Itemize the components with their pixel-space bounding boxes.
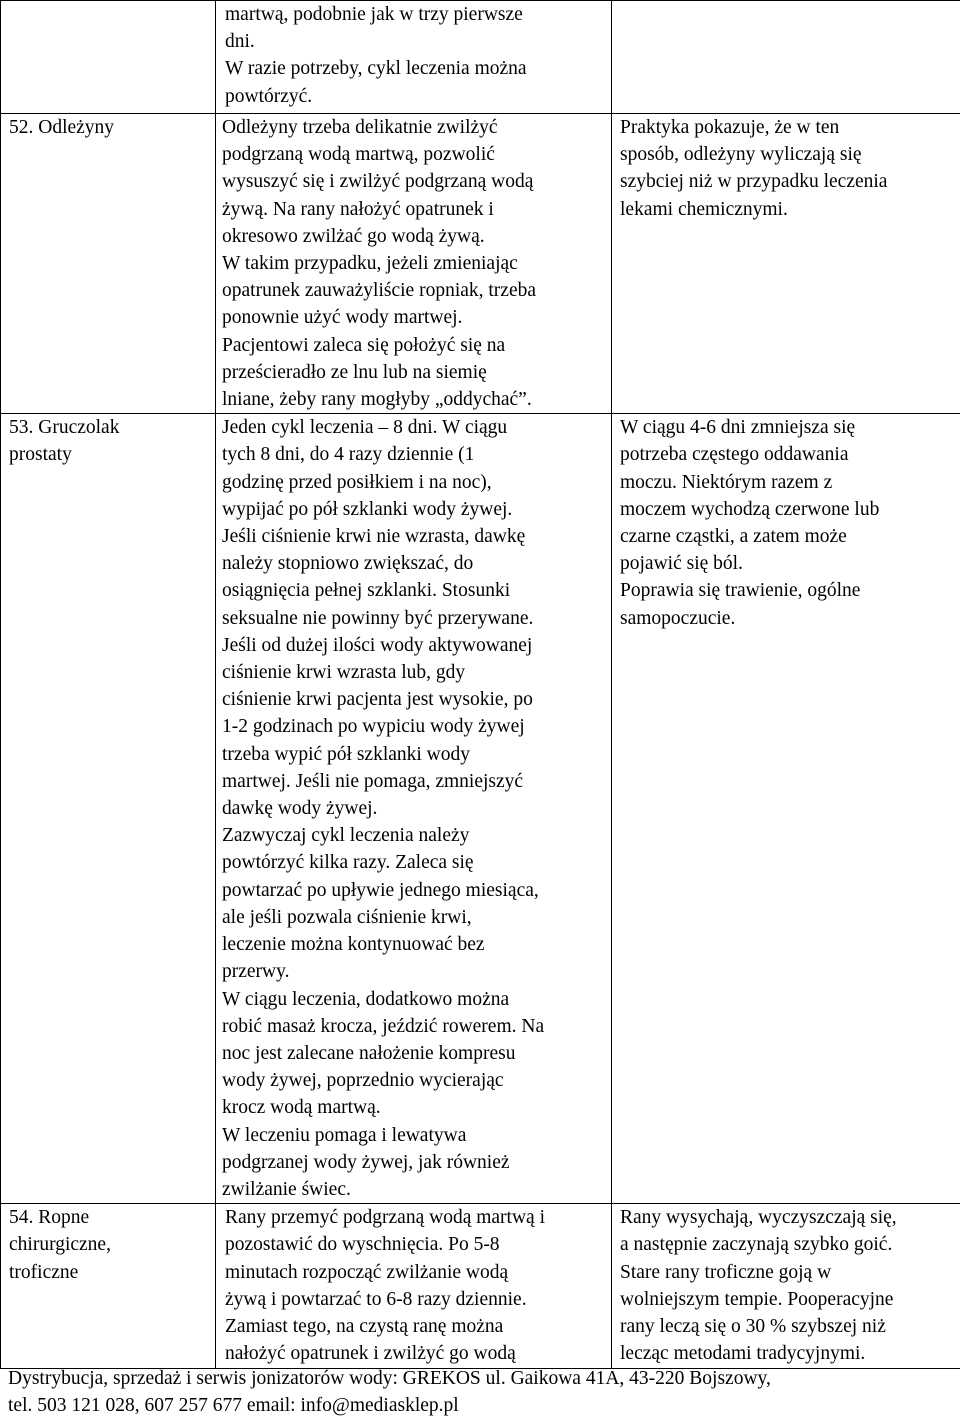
text-line: rany leczą się o 30 % szybszej niż <box>620 1313 954 1340</box>
condition-cell <box>1 114 216 414</box>
text-line: Odleżyny trzeba delikatnie zwilżyć <box>221 114 605 141</box>
text-line: powtórzyć kilka razy. Zaleca się <box>221 849 605 876</box>
text-line: martwej. Jeśli nie pomaga, zmniejszyć <box>221 768 605 795</box>
treatment-cell <box>216 1204 612 1369</box>
text-line: nałożyć opatrunek i zwilżyć go wodą <box>224 1340 605 1367</box>
table-row-continued <box>1 1 960 114</box>
text-line: wypijać po pół szklanki wody żywej. <box>221 496 605 523</box>
text-line: opatrunek zauważyliście ropniak, trzeba <box>221 277 605 304</box>
table-row-52 <box>1 114 960 414</box>
text-line: troficzne <box>9 1259 209 1286</box>
text-line: Jeśli od dużej ilości wody aktywowanej <box>221 632 605 659</box>
text-line: moczu. Niektórym razem z <box>620 469 954 496</box>
text-line: tych 8 dni, do 4 razy dziennie (1 <box>221 441 605 468</box>
text-line: Jeśli ciśnienie krwi nie wzrasta, dawkę <box>221 523 605 550</box>
text-line: sposób, odleżyny wyliczają się <box>620 141 954 168</box>
text-line: W ciągu 4-6 dni zmniejsza się <box>620 414 954 441</box>
text-line: dawkę wody żywej. <box>221 795 605 822</box>
text-line: Poprawia się trawienie, ogólne <box>620 577 954 604</box>
text-line: W leczeniu pomaga i lewatywa <box>221 1122 605 1149</box>
text-line: szybciej niż w przypadku leczenia <box>620 168 954 195</box>
text-line: 52. Odleżyny <box>9 114 209 141</box>
footer-line-2: tel. 503 121 028, 607 257 677 email: info@mediasklep.pl <box>8 1392 958 1419</box>
text-line: ciśnienie krwi wzrasta lub, gdy <box>221 659 605 686</box>
effects-cell <box>612 414 960 1204</box>
text-line: martwą, podobnie jak w trzy pierwsze <box>224 1 605 28</box>
footer-contact <box>8 1365 958 1420</box>
text-line: moczem wychodzą czerwone lub <box>620 496 954 523</box>
text-line: Pacjentowi zaleca się położyć się na <box>221 332 605 359</box>
text-line: prostaty <box>9 441 209 468</box>
text-line: 1-2 godzinach po wypiciu wody żywej <box>221 713 605 740</box>
text-line: a następnie zaczynają szybko goić. <box>620 1231 954 1258</box>
text-line: minutach rozpocząć zwilżanie wodą <box>224 1259 605 1286</box>
text-line: Rany wysychają, wyczyszczają się, <box>620 1204 954 1231</box>
text-line: 53. Gruczolak <box>9 414 209 441</box>
text-line: leczenie można kontynuować bez <box>221 931 605 958</box>
text-line: powtarzać po upływie jednego miesiąca, <box>221 877 605 904</box>
text-line: W razie potrzeby, cykl leczenia można <box>224 55 605 82</box>
condition-cell <box>1 1204 216 1369</box>
text-line: lniane, żeby rany mogłyby „oddychać”. <box>221 386 605 413</box>
text-line: okresowo zwilżać go wodą żywą. <box>221 223 605 250</box>
text-line: Rany przemyć podgrzaną wodą martwą i <box>224 1204 605 1231</box>
text-line: Jeden cykl leczenia – 8 dni. W ciągu <box>221 414 605 441</box>
text-line: noc jest zalecane nałożenie kompresu <box>221 1040 605 1067</box>
text-line: wysuszyć się i zwilżyć podgrzaną wodą <box>221 168 605 195</box>
text-line: żywą. Na rany nałożyć opatrunek i <box>221 196 605 223</box>
text-line: seksualne nie powinny być przerywane. <box>221 605 605 632</box>
text-line: pozostawić do wyschnięcia. Po 5-8 <box>224 1231 605 1258</box>
text-line: podgrzaną wodą martwą, pozwolić <box>221 141 605 168</box>
text-line: Zazwyczaj cykl leczenia należy <box>221 822 605 849</box>
text-line: wody żywej, poprzednio wycierając <box>221 1067 605 1094</box>
text-line: potrzeba częstego oddawania <box>620 441 954 468</box>
effects-cell <box>612 1204 960 1369</box>
text-line: należy stopniowo zwiększać, do <box>221 550 605 577</box>
text-line: powtórzyć. <box>224 83 605 110</box>
text-line: Zamiast tego, na czystą ranę można <box>224 1313 605 1340</box>
effects-cell <box>612 114 960 414</box>
text-line: zwilżanie świec. <box>221 1176 605 1203</box>
footer-line-1: Dystrybucja, sprzedaż i serwis jonizatorów wody: GREKOS ul. Gaikowa 41A, 43-220 Bojszowy, <box>8 1365 958 1392</box>
text-line: lekami chemicznymi. <box>620 196 954 223</box>
text-line: ponownie użyć wody martwej. <box>221 304 605 331</box>
effects-cell <box>612 1 960 114</box>
text-line: samopoczucie. <box>620 605 954 632</box>
text-line: dni. <box>224 28 605 55</box>
table-row-54 <box>1 1204 960 1369</box>
text-line: ale jeśli pozwala ciśnienie krwi, <box>221 904 605 931</box>
condition-cell <box>1 414 216 1204</box>
text-line: W ciągu leczenia, dodatkowo można <box>221 986 605 1013</box>
text-line: żywą i powtarzać to 6-8 razy dziennie. <box>224 1286 605 1313</box>
text-line: ciśnienie krwi pacjenta jest wysokie, po <box>221 686 605 713</box>
text-line: osiągnięcia pełnej szklanki. Stosunki <box>221 577 605 604</box>
text-line: prześcieradło ze lnu lub na siemię <box>221 359 605 386</box>
text-line: krocz wodą martwą. <box>221 1094 605 1121</box>
text-line: Stare rany troficzne goją w <box>620 1259 954 1286</box>
text-line: czarne cząstki, a zatem może <box>620 523 954 550</box>
text-line: godzinę przed posiłkiem i na noc), <box>221 469 605 496</box>
condition-cell <box>1 1 216 114</box>
treatment-cell <box>216 114 612 414</box>
treatment-cell <box>216 414 612 1204</box>
text-line: lecząc metodami tradycyjnymi. <box>620 1340 954 1367</box>
text-line: pojawić się ból. <box>620 550 954 577</box>
table-row-53 <box>1 414 960 1204</box>
text-line: podgrzanej wody żywej, jak również <box>221 1149 605 1176</box>
text-line: robić masaż krocza, jeździć rowerem. Na <box>221 1013 605 1040</box>
text-line: W takim przypadku, jeżeli zmieniając <box>221 250 605 277</box>
text-line: 54. Ropne <box>9 1204 209 1231</box>
text-line: trzeba wypić pół szklanki wody <box>221 741 605 768</box>
text-line: przerwy. <box>221 958 605 985</box>
treatment-cell <box>216 1 612 114</box>
text-line: wolniejszym tempie. Pooperacyjne <box>620 1286 954 1313</box>
text-line: chirurgiczne, <box>9 1231 209 1258</box>
text-line: Praktyka pokazuje, że w ten <box>620 114 954 141</box>
